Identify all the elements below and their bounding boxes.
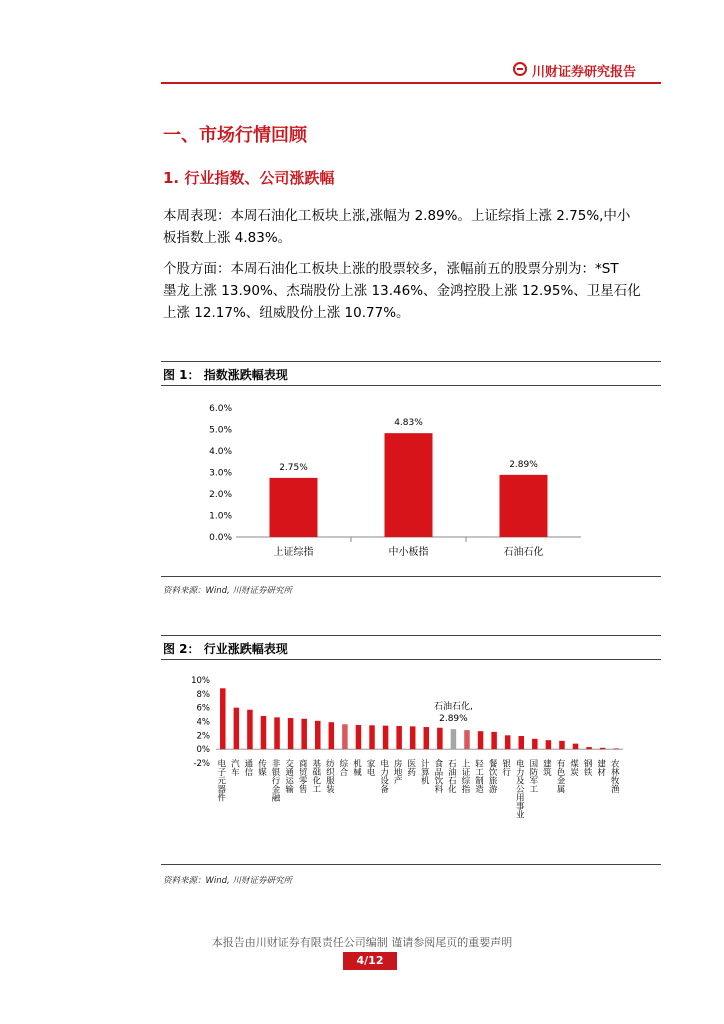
figure1-source: 资料来源：Wind, 川财证券研究所 — [163, 586, 292, 596]
paragraph-stocks — [163, 258, 663, 324]
y-tick-label: 2% — [196, 731, 210, 742]
bar — [437, 728, 443, 749]
x-tick-label: 农林牧渔 — [609, 759, 620, 794]
x-tick-label: 家电 — [365, 759, 376, 777]
paragraph-line: 本周表现：本周石油化工板块上涨,涨幅为 2.89%。上证综指上涨 2.75%,中小 — [163, 208, 631, 224]
x-tick-label: 国防军工 — [527, 759, 538, 794]
bar — [274, 717, 280, 749]
bar — [573, 744, 579, 750]
x-tick-label: 餐饮旅游 — [487, 759, 498, 794]
figure1-bottom-rule — [161, 576, 661, 577]
data-label: 2.89% — [509, 459, 538, 470]
x-tick-label: 医药 — [405, 759, 416, 777]
brand-name: 川财证券研究报告 — [532, 65, 637, 80]
x-tick-label: 石油石化 — [446, 759, 457, 794]
paragraph-line: 上涨 12.17%、纽威股份上涨 10.77%。 — [163, 305, 410, 321]
x-tick-label: 钢铁 — [582, 759, 593, 777]
x-tick-label: 汽车 — [229, 759, 240, 777]
bar — [505, 735, 511, 749]
figure2-title-rule — [161, 659, 661, 660]
bar — [356, 725, 362, 749]
paragraph-line: 个股方面：本周石油化工板块上涨的股票较多，涨幅前五的股票分别为：*ST — [163, 261, 619, 277]
x-tick-label: 中小板指 — [388, 547, 429, 558]
x-tick-label: 通信 — [242, 759, 253, 777]
y-tick-label: 6% — [196, 703, 210, 714]
y-tick-label: -2% — [193, 759, 210, 769]
annotation-value: 2.89% — [439, 714, 468, 725]
x-tick-label: 电力设备 — [378, 759, 389, 794]
bar — [220, 688, 226, 749]
bar — [532, 739, 538, 749]
header-rule — [161, 82, 661, 84]
bar — [301, 719, 307, 749]
bar — [369, 725, 375, 749]
figure2-top-rule — [161, 635, 661, 636]
bar — [519, 736, 525, 749]
bar — [385, 433, 433, 537]
y-tick-label: 4.0% — [209, 447, 232, 457]
section-subtitle: 1. 行业指数、公司涨跌幅 — [163, 169, 335, 187]
bar — [288, 718, 294, 749]
paragraph-line: 板指数上涨 4.83%。 — [163, 230, 292, 246]
bar — [410, 726, 416, 749]
x-tick-label: 有色金属 — [554, 759, 565, 794]
footer-disclaimer: 本报告由川财证券有限责任公司编制 谨请参阅尾页的重要声明 — [211, 936, 513, 949]
bar — [234, 708, 240, 750]
y-tick-label: 6.0% — [209, 404, 232, 414]
y-tick-label: 0% — [196, 745, 210, 756]
figure2-title: 图 2： 行业涨跌幅表现 — [163, 642, 288, 656]
brand-logo-icon — [513, 62, 527, 76]
bar — [315, 721, 321, 749]
x-tick-label: 上证综指 — [273, 547, 314, 558]
bar — [342, 724, 348, 749]
bar — [500, 475, 548, 537]
y-tick-label: 4% — [196, 717, 210, 728]
bar — [613, 748, 619, 749]
figure2-bottom-rule — [161, 864, 661, 865]
figure1-title: 图 1： 指数涨跌幅表现 — [163, 368, 288, 382]
x-tick-label: 上证综指 — [459, 759, 470, 794]
bar — [261, 716, 267, 749]
x-tick-label: 机械 — [351, 759, 362, 777]
data-label: 2.75% — [279, 462, 308, 473]
y-tick-label: 8% — [196, 689, 210, 700]
bar — [586, 747, 592, 749]
x-tick-label: 石油石化 — [503, 547, 544, 558]
bar — [396, 726, 402, 749]
bar — [546, 740, 552, 749]
bar — [464, 730, 470, 749]
x-tick-label: 房地产 — [392, 759, 403, 785]
x-tick-label: 银行 — [500, 759, 511, 777]
x-tick-label: 综合 — [337, 759, 348, 777]
annotation-label: 石油石化, — [433, 702, 473, 713]
paragraph-weekly — [163, 205, 663, 249]
figure1-chart — [161, 392, 661, 572]
page-number: 4/12 — [343, 952, 397, 970]
x-tick-label: 纺织服装 — [324, 759, 335, 794]
bar — [424, 727, 430, 749]
x-tick-label: 轻工制造 — [473, 759, 484, 794]
y-tick-label: 0.0% — [209, 533, 232, 543]
figure2-source: 资料来源：Wind, 川财证券研究所 — [163, 876, 292, 886]
y-tick-label: 3.0% — [209, 468, 232, 479]
bar — [491, 732, 497, 749]
y-tick-label: 2.0% — [209, 490, 232, 500]
bar — [451, 729, 457, 749]
bar — [247, 710, 253, 749]
figure1-top-rule — [161, 361, 661, 362]
figure1-title-rule — [161, 385, 661, 386]
data-label: 4.83% — [394, 418, 423, 429]
bar — [478, 731, 484, 749]
x-tick-label: 建筑 — [541, 759, 552, 777]
bar — [329, 722, 335, 749]
section-title: 一、市场行情回顾 — [163, 125, 307, 146]
y-tick-label: 5.0% — [209, 425, 232, 436]
x-tick-label: 建材 — [595, 759, 606, 777]
x-tick-label: 商贸零售 — [297, 759, 308, 794]
paragraph-line: 墨龙上涨 13.90%、杰瑞股份上涨 13.46%、金鸿控股上涨 12.95%、卫星石化 — [163, 283, 641, 299]
x-tick-label: 电子元器件 — [215, 759, 226, 802]
x-tick-label: 非银行金融 — [270, 759, 281, 802]
bar — [600, 748, 606, 749]
y-tick-label: 1.0% — [209, 511, 232, 522]
bar — [270, 478, 318, 537]
x-tick-label: 电力及公用事业 — [514, 759, 525, 819]
y-tick-label: 10% — [191, 676, 210, 686]
x-tick-label: 基础化工 — [310, 759, 321, 794]
x-tick-label: 计算机 — [419, 759, 430, 785]
x-tick-label: 传媒 — [256, 759, 267, 777]
x-tick-label: 交通运输 — [283, 759, 294, 794]
x-tick-label: 煤炭 — [568, 759, 579, 777]
bar — [383, 726, 389, 750]
bar — [559, 741, 565, 749]
figure2-chart — [161, 666, 661, 862]
x-tick-label: 食品饮料 — [432, 759, 443, 794]
